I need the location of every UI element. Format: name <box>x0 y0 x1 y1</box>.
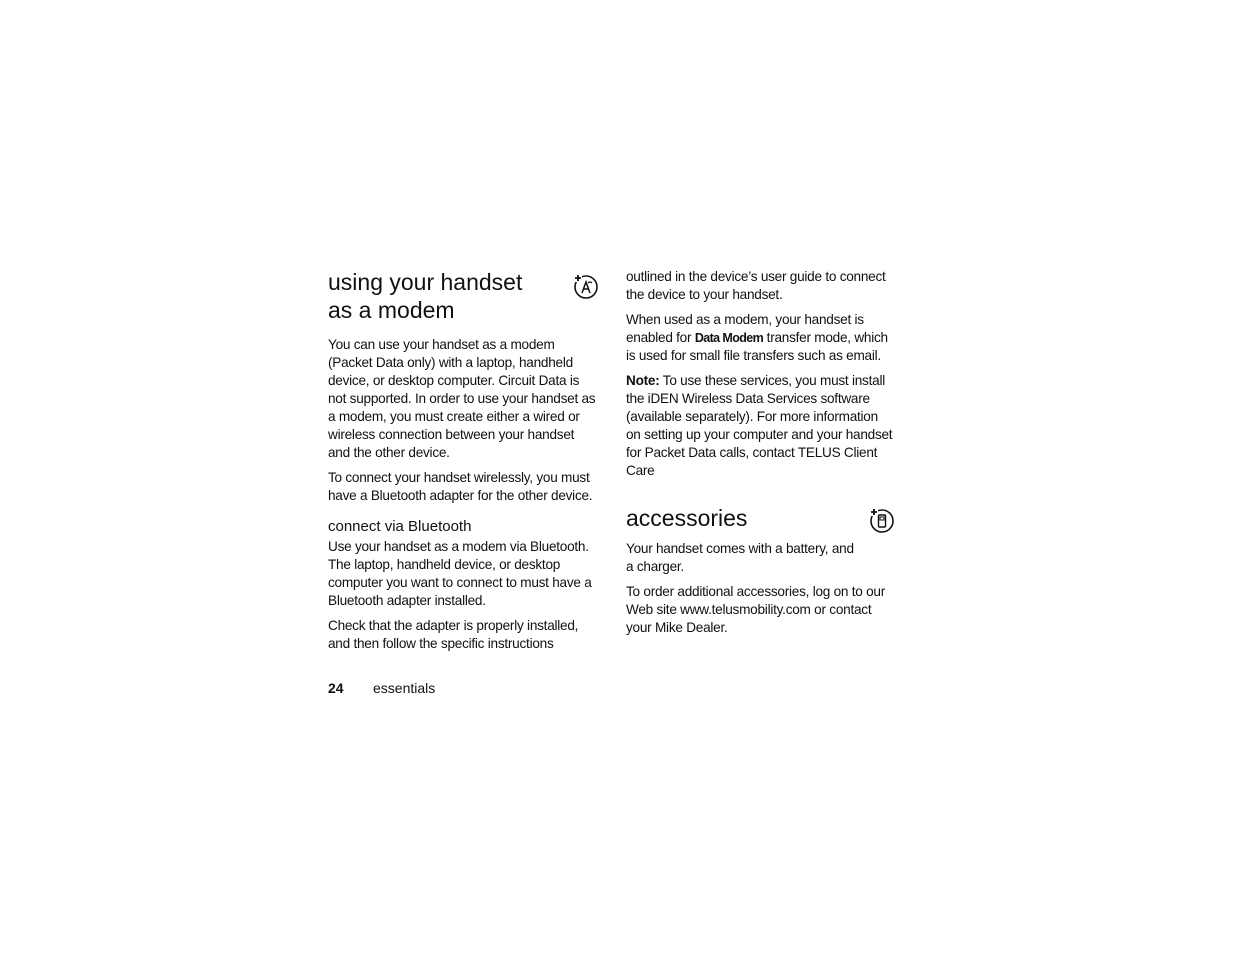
paragraph-adapter-check: Check that the adapter is properly installed, and then follow the specific instructions <box>328 618 579 651</box>
paragraph-user-guide: outlined in the device’s user guide to connect the device to your handset. <box>626 269 886 302</box>
note-text: To use these services, you must install the iDEN Wireless Data Services software (available separately). For more information on setting up your computer and your handset for Packet Data calls, contact TELUS Client Care <box>626 373 893 478</box>
paragraph-wireless: To connect your handset wirelessly, you must have a Bluetooth adapter for the other device. <box>328 470 593 503</box>
note-label: Note: <box>626 373 660 388</box>
paragraph-note <box>626 372 896 480</box>
paragraph-bluetooth: Use your handset as a modem via Bluetooth. The laptop, handheld device, or desktop computer you want to connect to must have a Bluetooth adapter installed. <box>328 539 592 608</box>
section-title-modem <box>328 268 568 324</box>
paragraph-modem-intro: You can use your handset as a modem (Packet Data only) with a laptop, handheld device, or desktop computer. Circuit Data is not supported. In order to use your handset as a modem, you must create either a wired or wireless connection between your handset and the other device. <box>328 337 596 460</box>
network-feature-icon <box>572 273 598 299</box>
footer-section-name: essentials <box>373 680 436 696</box>
subheading-bluetooth: connect via Bluetooth <box>328 518 472 535</box>
title-line-2: as a modem <box>328 297 455 323</box>
paragraph-data-modem <box>626 311 896 365</box>
left-column <box>328 268 598 660</box>
title-line-1: using your handset <box>328 269 523 295</box>
data-modem-text-before: When used as a modem, your handset is enabled for <box>626 312 864 345</box>
handset-feature-icon <box>868 507 894 533</box>
data-modem-term: Data Modem <box>694 331 764 345</box>
data-modem-text-after: transfer mode, which is used for small file transfers such as email. <box>626 330 888 363</box>
right-column <box>626 268 896 644</box>
section-title-accessories: accessories <box>626 505 748 531</box>
page-number: 24 <box>328 680 344 696</box>
paragraph-order-accessories: To order additional accessories, log on to our Web site www.telusmobility.com or contact your Mike Dealer. <box>626 584 886 635</box>
paragraph-accessories-included: Your handset comes with a battery, and a charger. <box>626 541 854 574</box>
